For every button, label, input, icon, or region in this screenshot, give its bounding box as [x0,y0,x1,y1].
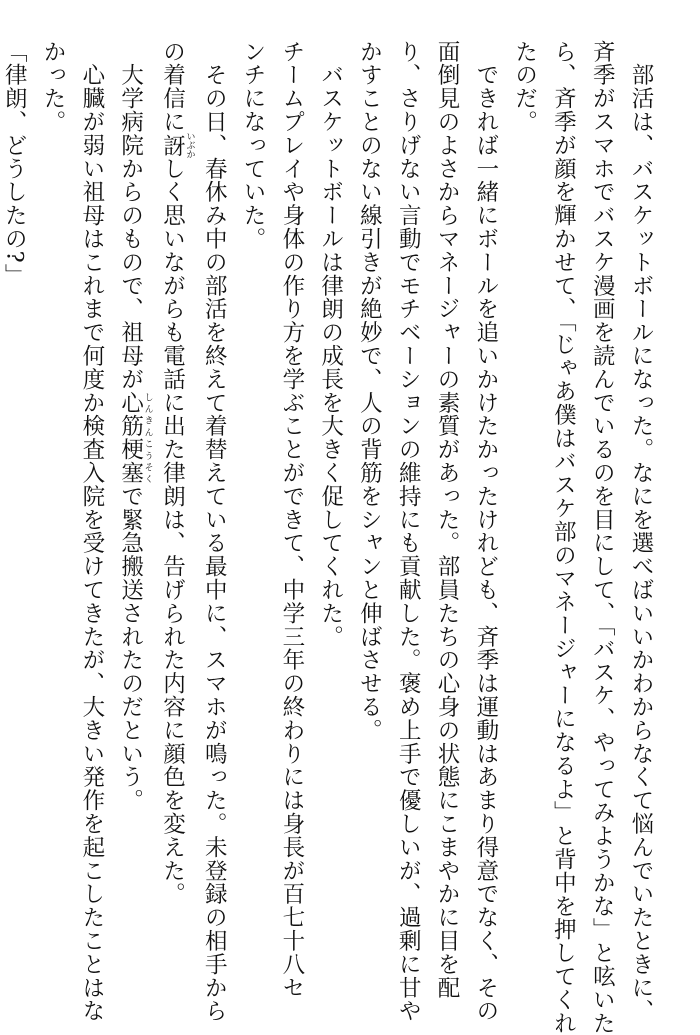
text-run: 心臓が弱い祖母はこれまで何度か検査入院を受けてきたが、大きい発作を起こしたことはな [78,40,105,1023]
text-line [233,40,272,970]
text-run: 部活は、バスケットボールになった。なにを選べばいいかわからなくて悩んでいたときに、 [628,40,654,1023]
ruby-text: しんきんこうそく [142,391,153,485]
text-run: 大学病院からのもので、祖母が [117,40,144,391]
text-run: ら、斉季が顔を輝かせて、「じゃあ僕はバスケ部のマネージャーになるよ」と背中を押してくれ [550,40,577,1035]
text-line [33,40,72,970]
ruby-text: いぶか [184,131,195,159]
text-line [582,40,621,1035]
text-run: たのだ。 [511,40,538,134]
text-run: かすことのない線引きが絶妙で、人の背筋をシャンと伸ばさせる。 [356,40,383,742]
text-line [194,40,233,1023]
text-line [72,40,111,1023]
text-run: バスケットボールは律朗の成長を大きく促してくれた。 [317,40,344,649]
text-line [272,40,311,1000]
text-line [621,40,660,1023]
text-line [505,40,544,970]
ruby-base: 心筋梗塞 [117,391,144,485]
text-run: り、さりげない言動でモチベーションの維持にも貢献した。褒め上手で優しいが、過剰に甘や [395,40,422,1023]
text-line [427,40,466,1000]
text-run: で緊急搬送されたのだという。 [117,484,144,813]
ruby-annotation [159,131,195,159]
text-run: かった。 [40,40,67,134]
text-run: ンチになっていた。 [240,40,267,251]
text-line [350,40,389,970]
text-line [544,40,583,1035]
text-run: 「律朗、どうしたの?」 [1,40,28,287]
text-run: しく思いながらも電話に出た律朗は、告げられた内容に顔色を変えた。 [159,157,186,906]
ruby-annotation [117,391,153,485]
text-run: 斉季がスマホでバスケ漫画を読んでいるのを目にして、「バスケ、やってみようかな」と呟いた [589,40,616,1035]
text-line [388,40,427,1023]
text-line [153,40,195,970]
text-line [0,40,33,970]
text-line [111,40,153,970]
text-line [466,40,505,1023]
text-run: その日、春休み中の部活を終えて着替えている最中に、スマホが鳴った。未登録の相手から [201,40,228,1023]
text-line [311,40,350,970]
ruby-base: 訝 [159,131,186,159]
vertical-text-body [1,40,660,1035]
text-run: チームプレイや身体の作り方を学ぶことができて、中学三年の終わりには身長が百七十八セ [278,40,305,1000]
text-run: できれば一緒にボールを追いかけたかったけれども、斉季は運動はあまり得意でなく、その [472,40,499,1023]
text-run: の着信に [159,40,186,134]
text-run: 面倒見のよさからマネージャーの素質があった。部員たちの心身の状態にこまやかに目を配 [434,40,461,1000]
